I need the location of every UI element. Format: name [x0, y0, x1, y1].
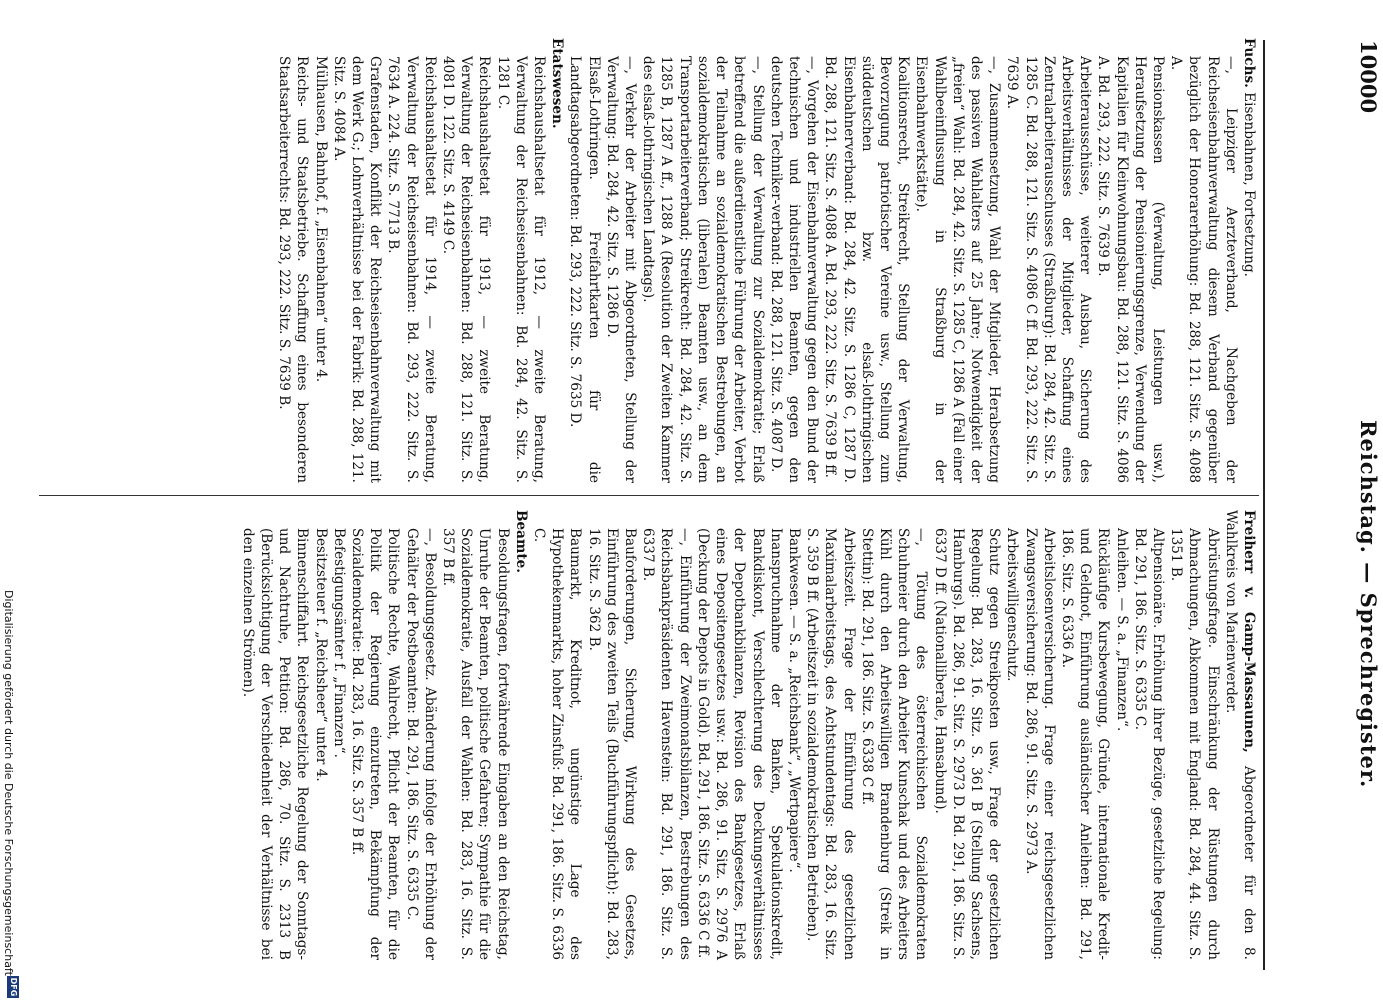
entry-text: Pensionskassen (Verwaltung, Leistungen usw.), Heraufsetzung der Pensionierungsgrenze, Verwendung der Kapitalien für Kleinwohnungsbau: Bd. 288, 121. Sitz. S. 4086 A. Bd. 293, 222. Sitz. S. 7639 B.	[1095, 56, 1166, 483]
register-entry	[493, 38, 548, 483]
register-entry	[1058, 510, 1113, 960]
register-entry	[512, 510, 530, 960]
right-column	[239, 510, 1258, 960]
register-entry	[275, 38, 311, 483]
register-entry	[402, 510, 438, 960]
entry-text: Mülhausen, Bahnhof, f. „Eisenbahnen“ unter 4.	[312, 56, 329, 383]
register-entry	[530, 510, 585, 960]
entry-text: Politische Rechte, Wahlrecht, Pflicht der Beamten, für die Politik der Regierung einzutreten, Bekämpfung der Sozialdemokratie: Bd. 283, 16. Sitz. S. 357 B ff.	[349, 528, 402, 960]
register-entry	[1131, 510, 1167, 960]
register-entry	[330, 510, 348, 960]
register-entry	[858, 510, 931, 960]
entry-text: —, Tötung des österreichischen Sozialdemokraten Schuhmeier durch den Arbeiter Kunschak und des Arbeiters Kühl durch den Arbeitswilligen Brandenburg (Streik in Stettin): Bd. 291, 186. Sitz. S. 6338 C ff.	[858, 528, 930, 960]
register-entry	[239, 510, 312, 960]
entry-text: Reichshaushaltsetat für 1913, — zweite Beratung, Verwaltung der Reichseisenbahnen: Bd. 288, 121. Sitz. S. 4081 D. 122. Sitz. S. 4149 C.	[440, 56, 493, 483]
entry-text: Befestigungsämter f. „Finanzen“.	[330, 528, 347, 758]
register-entry	[439, 510, 512, 960]
entry-text: Baumarkt, Kreditnot, ungünstige Lage des Hypothekenmarkts, hoher Zinsfuß: Bd. 291, 186. Sitz. S. 6336 C.	[531, 528, 584, 960]
register-entry	[785, 510, 803, 960]
register-entry	[1003, 38, 1094, 483]
register-entry	[330, 38, 385, 483]
entry-text: Schutz gegen Streikposten usw., Frage der gesetzlichen Regelung: Bd. 283, 16. Sitz. S. 361 B (Stellung Sachsens, Hamburgs). Bd. 286, 91. Sitz. S. 2973 D. Bd. 291, 186. Sitz. S. 6337 D ff. (Nationalliberale, Hansabund).	[931, 528, 1003, 960]
dfg-logo: DFG	[9, 977, 18, 997]
entry-text: Besoldungsfragen, fortwährende Eingaben an den Reichstag, Unruhe der Beamten, politische Gefahren; Sympathie für die Sozialdemokratie, Ausfall der Wahlen: Bd. 283, 16. Sitz. S. 357 B ff.	[440, 528, 511, 960]
entry-text: —, Leipziger Aerzteverband, Nachgeben der Reichseisenbahnverwaltung diesem Verband gegenüber bezüglich der Honorarerhöhung: Bd. 288, 121. Sitz. S. 4088 A.	[1168, 56, 1239, 483]
register-entry	[439, 38, 494, 483]
register-entry	[803, 510, 858, 960]
entry-text: Grafenstaden, Konflikt der Reichseisenbahnverwaltung mit dem Werk G.; Lohnverhältnisse bei der Fabrik: Bd. 288, 121. Sitz. S. 4084 A.	[330, 56, 384, 483]
register-entry	[930, 510, 1003, 960]
entry-text: Elsaß-Lothringen. Freifahrtkarten für die Landtagsabgeordneten: Bd. 293, 222. Sitz. S. 7635 D.	[567, 56, 602, 483]
entry-heading: Etatswesen.	[549, 38, 566, 129]
register-entry	[1003, 510, 1021, 960]
register-entry	[694, 510, 785, 960]
entry-heading: Freiherr v. Gamp-Massaunen,	[1241, 510, 1257, 753]
entry-text: Arbeitszeit. Frage der Einführung des gesetzlichen Maximalarbeitstags, des Achtstundentags: Bd. 283, 16. Sitz. S. 359 B ff. (Arbeitszeit in sozialdemokratischen Betrieben).	[804, 528, 857, 960]
register-entry	[1112, 510, 1130, 960]
entry-text: Arbeitswilligenschutz.	[1004, 528, 1021, 682]
entry-text: —, Stellung der Verwaltung zur Sozialdemokratie; Erlaß betreffend die außerdienstliche Führung der Arbeiter, Verbot der Teilnahme an sozialdemokratischen Bestrebungen, an sozialdemokratischen (liberalen) Beamten usw., an dem Transportarbeiterverband; Streikrecht: Bd. 284, 42. Sitz. S. 1285 B, 1287 A ff., 1288 A (Resolution der Zweiten Kammer des elsaß-lothringischen Landtags).	[640, 56, 766, 483]
entry-heading: Fuchs.	[1241, 38, 1257, 88]
register-entry	[603, 38, 639, 483]
register-entry	[311, 510, 329, 960]
register-entry	[767, 38, 822, 483]
register-entry	[1167, 510, 1222, 960]
entry-text: Eisenbahnen, Fortsetzung.	[1241, 92, 1257, 277]
entry-text: Inanspruchnahme der Banken, Spekulationskredit, Bankdiskont, Verschlechterung des Deckungsverhältnisses der Depotbankbilanzen, Revision des Bankgesetzes, Erlaß eines Depositengesetzes usw.: Bd. 286, 91. Sitz. S. 2976 A (Deckung der Depots in Gold). Bd. 291, 186. Sitz. S. 6336 C ff.	[694, 528, 784, 960]
entry-text: Bankwesen. — S. a. „Reichsbank“, „Wertpapiere“.	[785, 528, 802, 873]
entry-text: Reichs- und Staatsbetriebe. Schaffung eines besonderen Staatsarbeiterrechts: Bd. 293, 222. Sitz. S. 7639 B.	[276, 56, 311, 483]
entry-text: Anleihen. — S. a. „Finanzen“.	[1113, 528, 1130, 732]
register-entry	[1094, 38, 1167, 483]
left-column	[275, 38, 1258, 483]
register-entry	[1222, 510, 1258, 960]
entry-text: Rückläufige Kursbewegung, Gründe, internationale Kredit- und Geldnot, Einführung ausländischer Anleihen: Bd. 291, 186. Sitz. S. 6336 A.	[1058, 528, 1112, 960]
register-entry	[384, 38, 439, 483]
entry-text: Koalitionsrecht, Streikrecht, Stellung der Verwaltung, Bevorzugung patriotischer Vereine usw., Stellung zum süddeutschen bzw. elsaß-lothringischen Eisenbahnerverband: Bd. 284, 42. Sitz. S. 1286 C, 1287 D. Bd. 288, 121. Sitz. S. 4088 A. Bd. 293, 222. Sitz. S. 7639 B ff.	[822, 56, 912, 483]
register-entry	[912, 38, 1003, 483]
entry-text: —, Besoldungsgesetz. Abänderung infolge der Erhöhung der Gehälter der Postbeamten: Bd. 291, 186. Sitz. S. 6335 C.	[403, 528, 438, 960]
register-entry	[639, 38, 766, 483]
entry-text: —, Zusammensetzung, Wahl der Mitglieder, Herabsetzung des passiven Wahlalters auf 25 Jahre; Notwendigkeit der „freien“ Wahl: Bd. 284, 42. Sitz. S. 1285 C, 1286 A (Fall einer Wahlbeeinflussung in Straßburg in der Eisenbahnwerkstätte).	[913, 56, 1003, 483]
register-entry	[1240, 38, 1258, 483]
entry-text: Reichshaushaltsetat für 1912, — zweite Beratung, Verwaltung der Reichseisenbahnen: Bd. 284, 42. Sitz. S. 1281 C.	[494, 56, 548, 483]
running-head	[1357, 40, 1383, 960]
entry-text: Abgeordneter für den 8. Wahlkreis von Marienwerder.	[1222, 510, 1257, 960]
register-entry	[311, 38, 329, 483]
column-divider	[39, 495, 1259, 496]
entry-text: Binnenschiffahrt. Reichsgesetzliche Regelung der Sonntags- und Nachtruhe, Petition: Bd. 286, 70. Sitz. S. 2313 B (Berücksichtigung der Verschiedenheit der Verhältnisse bei den einzelnen Strömen).	[239, 528, 311, 960]
entry-text: Altpensionäre. Erhöhung ihrer Bezüge, gesetzliche Regelung: Bd. 291, 186. Sitz. S. 6335 C.	[1131, 528, 1166, 960]
register-entry	[548, 38, 566, 483]
page-number: 10000	[1356, 40, 1381, 114]
register-entry	[639, 510, 694, 960]
entry-text: Arbeiterausschüsse, weiterer Ausbau, Sicherung des Arbeitsverhältnisses der Mitglieder, Schaffung eines Zentralarbeiterausschusses (Straßburg): Bd. 284, 42. Sitz. S. 1285 C. Bd. 288, 121. Sitz. S. 4086 C ff. Bd. 293, 222. Sitz. S. 7639 A.	[1004, 56, 1094, 483]
entry-text: Bauforderungen, Sicherung, Wirkung des Gesetzes, Einführung des zweiten Teils (Buchführungspflicht): Bd. 283, 16. Sitz. S. 362 B.	[585, 528, 639, 960]
entry-heading: Beamte.	[512, 510, 529, 573]
entry-text: Reichshaushaltsetat für 1914, — zweite Beratung, Verwaltung der Reichseisenbahnen: Bd. 293, 222. Sitz. S. 7634 A. 224. Sitz. S. 7713 B.	[385, 56, 438, 483]
entry-text: —, Vorgehen der Eisenbahnverwaltung gegen den Bund der technischen und industriellen Beamten, gegen den deutschen Techniker-verband: Bd. 288, 121. Sitz. S. 4087 D.	[767, 56, 821, 483]
entry-text: Besitzsteuer f. „Reichsheer“ unter 4.	[312, 528, 329, 782]
header-rule	[1263, 40, 1265, 970]
entry-text: Abrüstungsfrage. Einschränkung der Rüstungen durch Abmachungen, Abkommen mit England: Bd. 284, 44. Sitz. S. 1351 B.	[1168, 528, 1221, 960]
header-title: Reichstag. — Sprechregister.	[1356, 420, 1381, 789]
register-entry	[584, 510, 639, 960]
register-entry	[821, 38, 912, 483]
entry-text: —, Verkehr der Arbeiter mit Abgeordneten, Stellung der Verwaltung: Bd. 284, 42. Sitz. S. 1286 D.	[603, 56, 639, 483]
register-entry	[1167, 38, 1240, 483]
digitization-note: Digitalisierung gefördert durch die Deutsche Forschungsgemeinschaft	[2, 590, 15, 976]
register-entry	[566, 38, 602, 483]
register-entry	[1021, 510, 1057, 960]
entry-text: —, Einführung der Zweimonatsbilanzen, Bestrebungen des Reichsbankpräsidenten Havenstein: Bd. 291, 186. Sitz. S. 6337 B.	[640, 528, 693, 960]
register-entry	[348, 510, 403, 960]
entry-text: Arbeitslosenversicherung. Frage einer reichsgesetzlichen Zwangsversicherung: Bd. 286, 91. Sitz. S. 2973 A.	[1022, 528, 1057, 960]
